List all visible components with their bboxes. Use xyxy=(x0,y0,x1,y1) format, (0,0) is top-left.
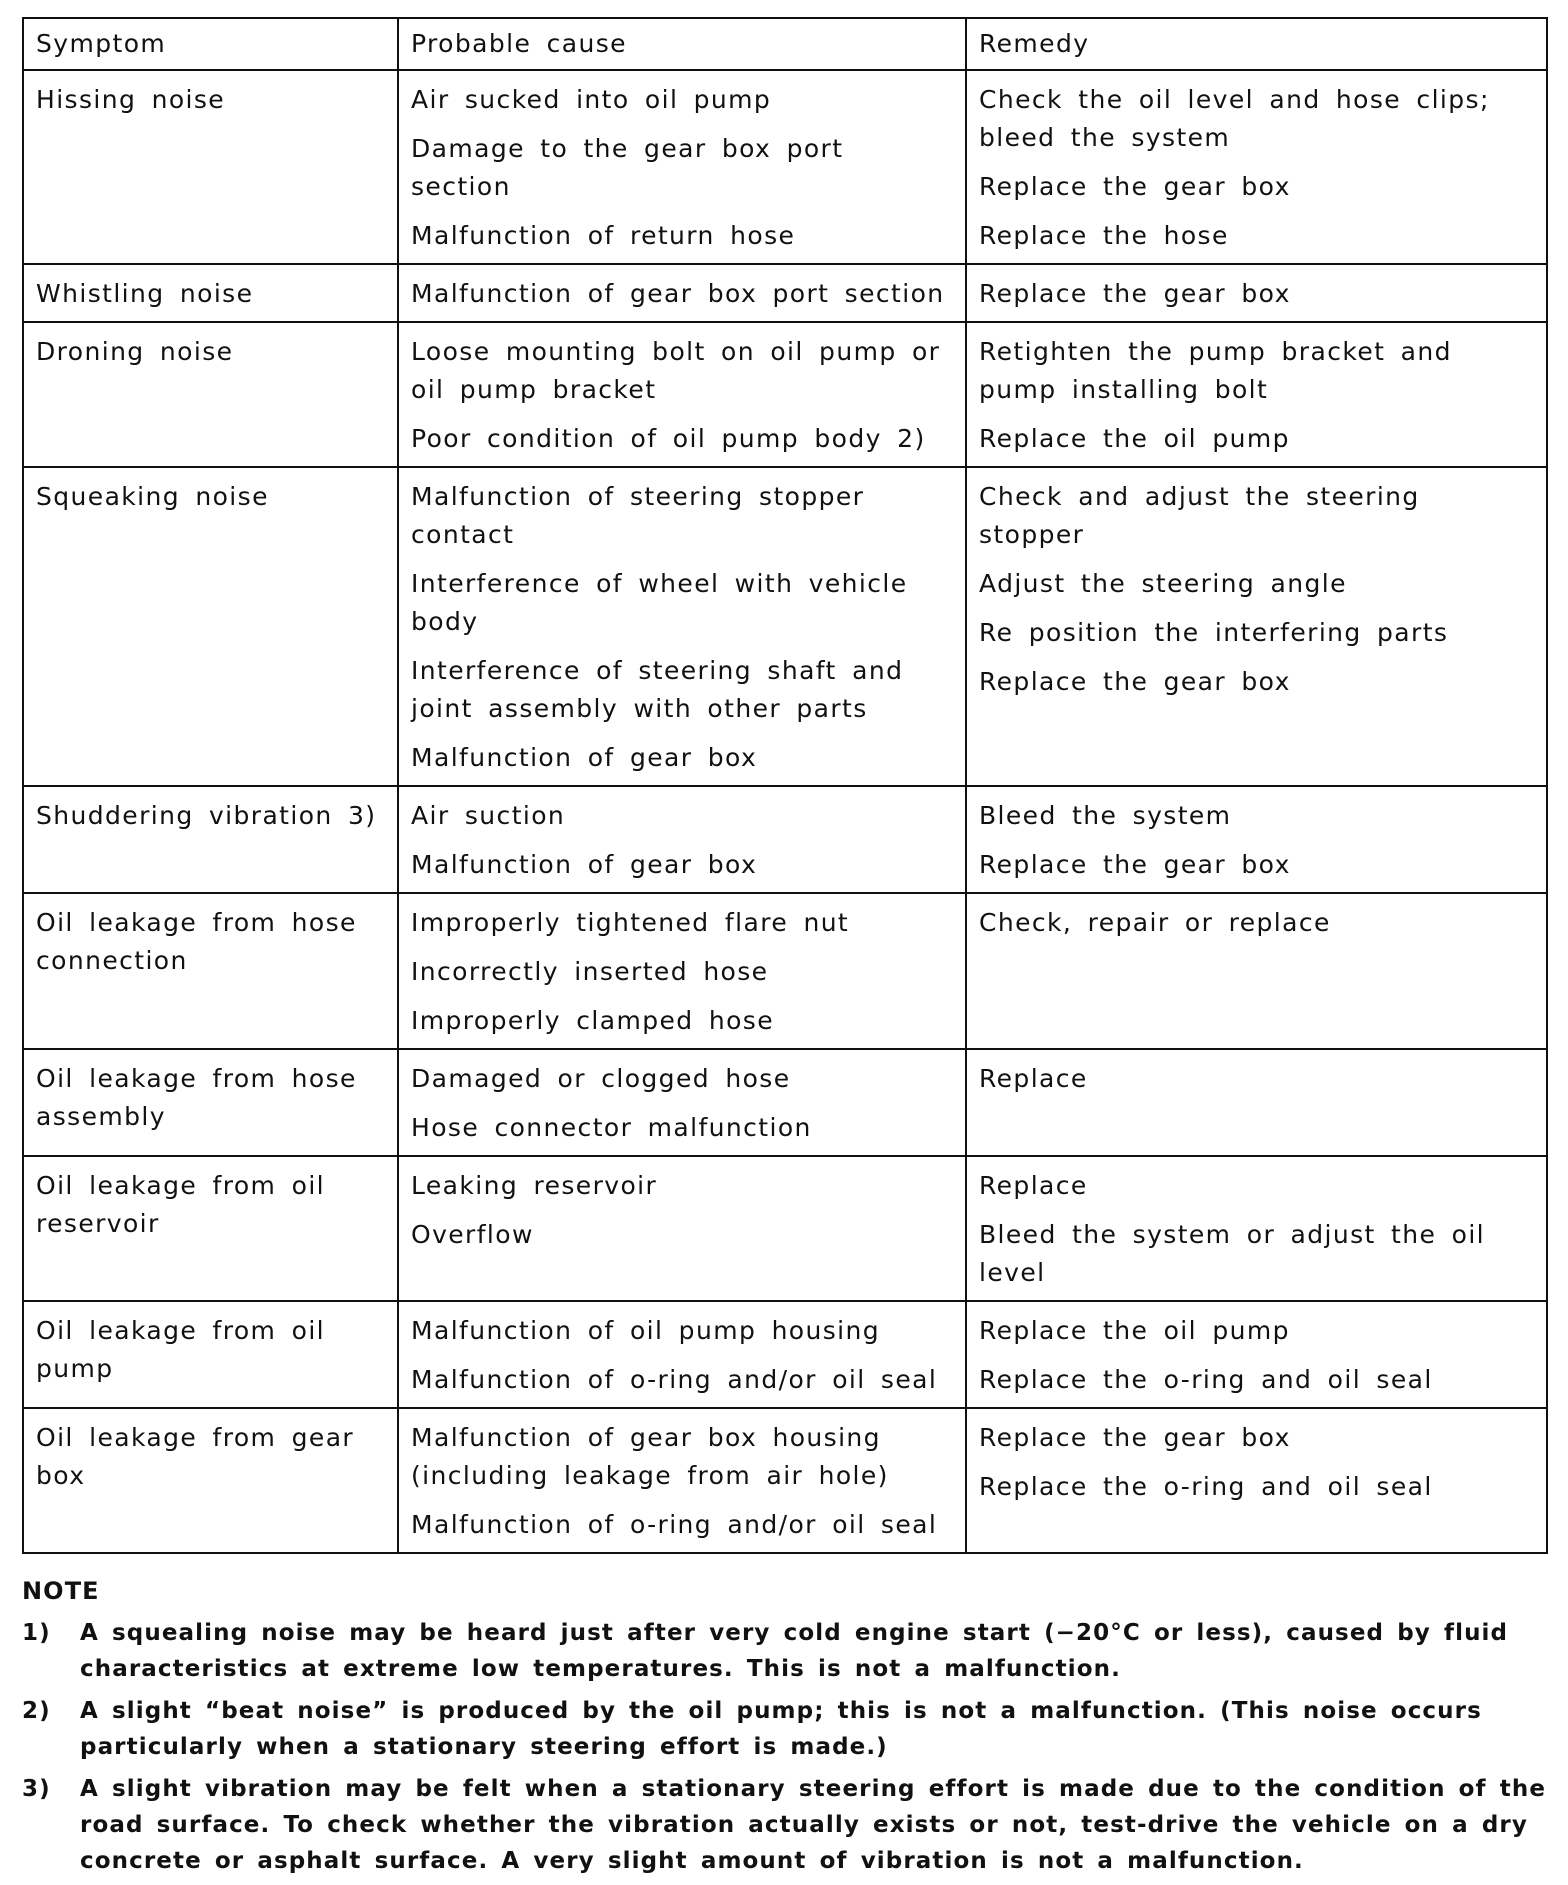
troubleshooting-table xyxy=(22,17,1548,1554)
remedy-text: Replace the gear box xyxy=(979,667,1291,696)
table-row xyxy=(23,893,1547,1049)
symptom-cell xyxy=(23,1408,398,1553)
symptom-text: Oil leakage from gear box xyxy=(36,1423,355,1490)
symptom-cell xyxy=(23,1301,398,1408)
table-row xyxy=(23,467,1547,786)
cause-text: Leaking reservoir xyxy=(411,1171,658,1200)
remedy-text: Replace the gear box xyxy=(979,172,1291,201)
table-row xyxy=(23,264,1547,322)
remedy-cell xyxy=(966,893,1547,1049)
table-row xyxy=(23,70,1547,264)
cause-text: Poor condition of oil pump body 2) xyxy=(411,424,926,453)
remedy-text: Replace the gear box xyxy=(979,279,1291,308)
remedy-text: Replace xyxy=(979,1064,1088,1093)
remedy-text: Retighten the pump bracket and pump installing bolt xyxy=(979,337,1452,404)
table-row xyxy=(23,1049,1547,1156)
remedy-text: Replace xyxy=(979,1171,1088,1200)
symptom-text: Oil leakage from oil pump xyxy=(36,1316,326,1383)
symptom-text: Oil leakage from hose assembly xyxy=(36,1064,357,1131)
cause-cell xyxy=(398,322,966,467)
cause-text: Damage to the gear box port section xyxy=(411,134,844,201)
notes-section xyxy=(22,1577,1562,1885)
cause-text: Hose connector malfunction xyxy=(411,1113,812,1142)
remedy-text: Replace the o-ring and oil seal xyxy=(979,1365,1433,1394)
symptom-text: Hissing noise xyxy=(36,85,226,114)
note-item xyxy=(22,1693,1562,1765)
remedy-text: Check, repair or replace xyxy=(979,908,1331,937)
table-row xyxy=(23,322,1547,467)
cause-text: Malfunction of gear box port section xyxy=(411,279,945,308)
symptom-cell xyxy=(23,70,398,264)
table-row xyxy=(23,786,1547,893)
note-text: A slight “beat noise” is produced by the oil pump; this is not a malfunction. (This noise occurs particularly when a stationary steering effort is made.) xyxy=(80,1698,1482,1760)
remedy-cell xyxy=(966,264,1547,322)
cause-text: Improperly clamped hose xyxy=(411,1006,775,1035)
note-item xyxy=(22,1771,1562,1879)
cause-text: Air suction xyxy=(411,801,566,830)
note-number: 1) xyxy=(22,1620,51,1646)
remedy-cell xyxy=(966,70,1547,264)
remedy-cell xyxy=(966,322,1547,467)
symptom-text: Squeaking noise xyxy=(36,482,269,511)
note-number: 2) xyxy=(22,1698,51,1724)
cause-cell xyxy=(398,1156,966,1301)
cause-text: Malfunction of o-ring and/or oil seal xyxy=(411,1510,938,1539)
remedy-text: Check and adjust the steering stopper xyxy=(979,482,1420,549)
cause-text: Malfunction of gear box xyxy=(411,743,758,772)
cause-text: Loose mounting bolt on oil pump or oil pump bracket xyxy=(411,337,941,404)
cause-text: Malfunction of gear box housing (including leakage from air hole) xyxy=(411,1423,889,1490)
remedy-cell xyxy=(966,786,1547,893)
cause-cell xyxy=(398,467,966,786)
header-remedy: Remedy xyxy=(966,18,1547,70)
cause-cell xyxy=(398,893,966,1049)
symptom-text: Whistling noise xyxy=(36,279,254,308)
remedy-text: Replace the hose xyxy=(979,221,1229,250)
remedy-text: Bleed the system xyxy=(979,801,1232,830)
notes-title: NOTE xyxy=(22,1577,100,1605)
remedy-text: Re position the interfering parts xyxy=(979,618,1449,647)
cause-text: Malfunction of o-ring and/or oil seal xyxy=(411,1365,938,1394)
symptom-cell xyxy=(23,467,398,786)
note-item xyxy=(22,1615,1562,1687)
remedy-text: Bleed the system or adjust the oil level xyxy=(979,1220,1486,1287)
symptom-text: Oil leakage from oil reservoir xyxy=(36,1171,326,1238)
cause-text: Malfunction of return hose xyxy=(411,221,796,250)
remedy-text: Adjust the steering angle xyxy=(979,569,1347,598)
symptom-text: Droning noise xyxy=(36,337,234,366)
note-text: A slight vibration may be felt when a stationary steering effort is made due to the condition of the road surface. To check whether the vibration actually exists or not, test-drive the vehicle on a dry concrete or asphalt surface. A very slight amount of vibration is not a malfunction. xyxy=(80,1776,1547,1874)
remedy-text: Replace the o-ring and oil seal xyxy=(979,1472,1433,1501)
symptom-cell xyxy=(23,786,398,893)
notes-list xyxy=(22,1615,1562,1879)
symptom-cell xyxy=(23,264,398,322)
note-number: 3) xyxy=(22,1776,51,1802)
symptom-text: Shuddering vibration 3) xyxy=(36,801,377,830)
table-row xyxy=(23,1156,1547,1301)
remedy-text: Replace the gear box xyxy=(979,1423,1291,1452)
cause-text: Incorrectly inserted hose xyxy=(411,957,769,986)
table-row xyxy=(23,1408,1547,1553)
symptom-text: Oil leakage from hose connection xyxy=(36,908,357,975)
cause-text: Malfunction of steering stopper contact xyxy=(411,482,865,549)
cause-cell xyxy=(398,786,966,893)
remedy-text: Replace the oil pump xyxy=(979,1316,1290,1345)
table-body xyxy=(23,70,1547,1553)
remedy-text: Replace the gear box xyxy=(979,850,1291,879)
header-symptom: Symptom xyxy=(23,18,398,70)
cause-cell xyxy=(398,1301,966,1408)
table-row xyxy=(23,1301,1547,1408)
cause-cell xyxy=(398,1408,966,1553)
remedy-cell xyxy=(966,1408,1547,1553)
symptom-cell xyxy=(23,893,398,1049)
symptom-cell xyxy=(23,1049,398,1156)
symptom-cell xyxy=(23,1156,398,1301)
cause-text: Air sucked into oil pump xyxy=(411,85,772,114)
cause-text: Malfunction of gear box xyxy=(411,850,758,879)
cause-text: Damaged or clogged hose xyxy=(411,1064,791,1093)
header-probable-cause: Probable cause xyxy=(398,18,966,70)
note-text: A squealing noise may be heard just after very cold engine start (−20°C or less), caused by fluid characteristics at extreme low temperatures. This is not a malfunction. xyxy=(80,1620,1509,1682)
cause-text: Overflow xyxy=(411,1220,534,1249)
cause-text: Malfunction of oil pump housing xyxy=(411,1316,881,1345)
table-header-row xyxy=(23,18,1547,70)
remedy-cell xyxy=(966,467,1547,786)
remedy-text: Check the oil level and hose clips; bleed the system xyxy=(979,85,1490,152)
cause-text: Interference of wheel with vehicle body xyxy=(411,569,908,636)
cause-cell xyxy=(398,70,966,264)
symptom-cell xyxy=(23,322,398,467)
remedy-cell xyxy=(966,1049,1547,1156)
remedy-text: Replace the oil pump xyxy=(979,424,1290,453)
cause-text: Interference of steering shaft and joint assembly with other parts xyxy=(411,656,904,723)
cause-cell xyxy=(398,264,966,322)
remedy-cell xyxy=(966,1301,1547,1408)
cause-cell xyxy=(398,1049,966,1156)
remedy-cell xyxy=(966,1156,1547,1301)
cause-text: Improperly tightened flare nut xyxy=(411,908,850,937)
